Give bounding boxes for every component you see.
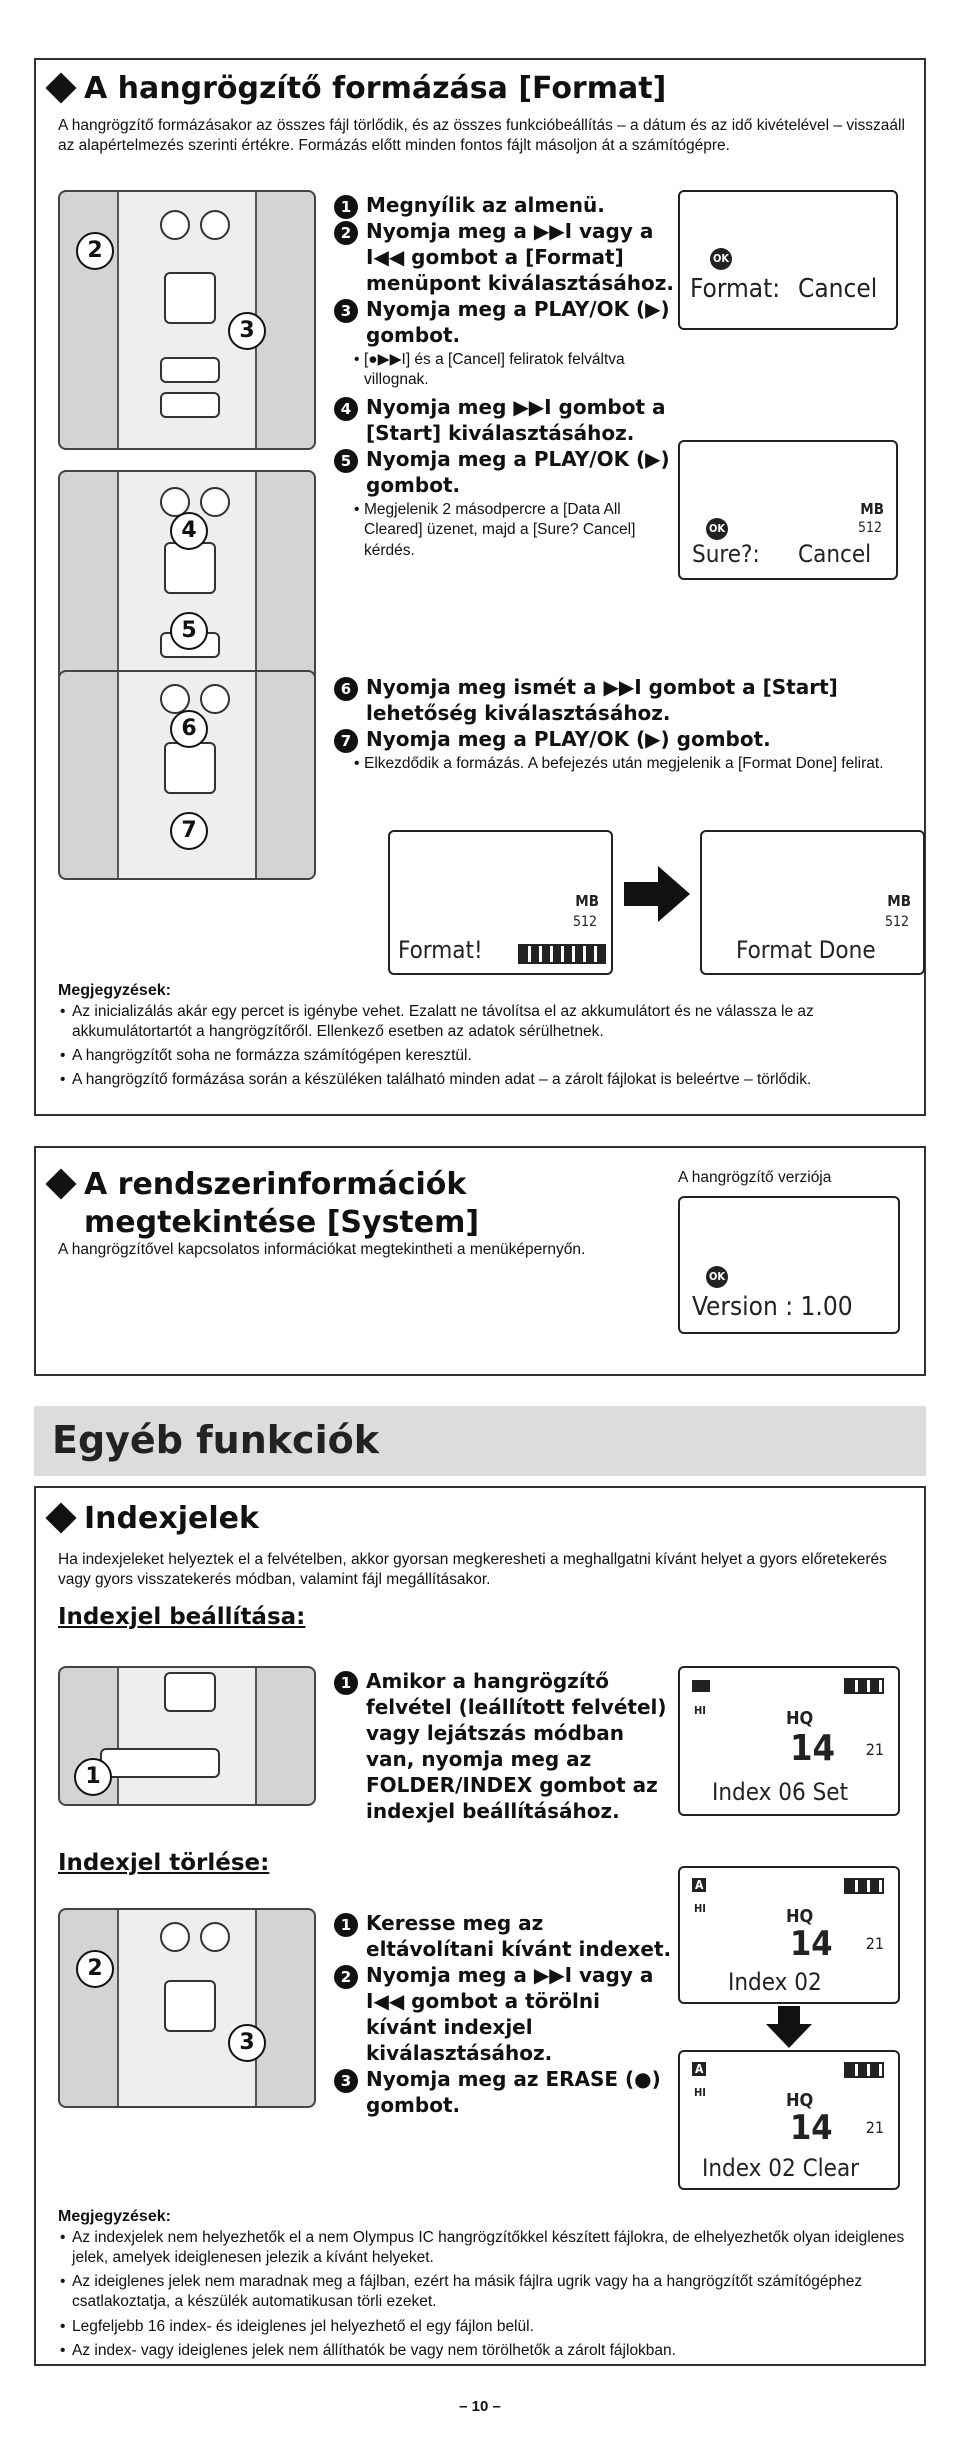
callout-6: 6 [170, 710, 208, 748]
lcd-version: OK Version : 1.00 [678, 1196, 900, 1334]
bullet-3: • [●▶▶I] és a [Cancel] feliratok felváltva villognak. [334, 350, 674, 390]
battery-icon [844, 2062, 884, 2078]
callout-2: 2 [76, 1950, 114, 1988]
battery-icon [844, 1878, 884, 1894]
bullet-5: • Megjelenik 2 másodpercre a [Data All Cleared] üzenet, majd a [Sure? Cancel] kérdés. [334, 500, 674, 560]
index-set-steps [334, 1668, 674, 1824]
arrow-down-icon [766, 2006, 812, 2048]
index-delete-steps [334, 1910, 674, 2118]
section-banner: Egyéb funkciók [34, 1406, 926, 1476]
callout-3: 3 [228, 2024, 266, 2062]
format-section [34, 58, 926, 1116]
page-number: – 10 – [459, 2398, 501, 2415]
step-5: 5 Nyomja meg a PLAY/OK (▶) gombot. [334, 446, 674, 498]
callout-2: 2 [76, 232, 114, 270]
callout-4: 4 [170, 512, 208, 550]
battery-icon [844, 1678, 884, 1694]
folder-icon [692, 1680, 710, 1692]
diamond-icon [45, 1168, 76, 1199]
system-title: A rendszerinformációk megtekintése [System] [44, 1166, 479, 1241]
lcd-index-02: A HI HQ 14 21 Index 02 [678, 1866, 900, 2004]
index-section [34, 1486, 926, 2366]
ok-icon: OK [706, 1266, 728, 1288]
callout-5: 5 [170, 612, 208, 650]
folder-icon: A [692, 2062, 706, 2076]
arrow-right-icon [624, 866, 690, 922]
system-caption: A hangrögzítő verziója [678, 1169, 832, 1186]
step-6: 6 Nyomja meg ismét a ▶▶I gombot a [Start] lehetőség kiválasztásához. [334, 674, 894, 726]
format-title: A hangrögzítő formázása [Format] [44, 70, 666, 108]
ok-icon: OK [710, 248, 732, 270]
mic-sensitivity: HI [694, 1902, 706, 1915]
format-steps-a [334, 192, 674, 565]
callout-1: 1 [74, 1758, 112, 1796]
lcd-index-set: HI HQ 14 21 Index 06 Set [678, 1666, 900, 1816]
diamond-icon [45, 1502, 76, 1533]
set-step-1: 1 Amikor a hangrögzítő felvétel (leállított felvétel) vagy lejátszás módban van, nyomja meg az FOLDER/INDEX gombot az indexjel beállításához. [334, 1668, 674, 1824]
mic-sensitivity: HI [694, 2086, 706, 2099]
del-step-1: 1 Keresse meg az eltávolítani kívánt indexet. [334, 1910, 674, 1962]
recorder-illustration-1 [58, 190, 316, 450]
lcd-index-clear: A HI HQ 14 21 Index 02 Clear [678, 2050, 900, 2190]
lcd-format-done: MB 512 Format Done [700, 830, 925, 975]
progress-bar [518, 944, 606, 964]
format-steps-b [334, 674, 894, 778]
step-4: 4 Nyomja meg ▶▶I gombot a [Start] kiválasztásához. [334, 394, 674, 446]
step-2: 2 Nyomja meg a ▶▶I vagy a I◀◀ gombot a [Format] menüpont kiválasztásához. [334, 218, 674, 296]
lcd-formatting: MB 512 Format! [388, 830, 613, 975]
index-intro: Ha indexjeleket helyeztek el a felvételben, akkor gyorsan megkeresheti a meghallgatni kívánt helyet a gyors előretekerés vagy gyors visszatekerés módban, valamint fájl megállításakor. [58, 1551, 887, 1589]
mic-sensitivity: HI [694, 1704, 706, 1717]
step-7: 7 Nyomja meg a PLAY/OK (▶) gombot. [334, 726, 894, 752]
recorder-illustration-3 [58, 670, 316, 880]
del-step-2: 2 Nyomja meg a ▶▶I vagy a I◀◀ gombot a törölni kívánt indexjel kiválasztásához. [334, 1962, 674, 2066]
lcd-sure-cancel: MB 512 OK Sure?: Cancel [678, 440, 898, 580]
diamond-icon [45, 72, 76, 103]
index-set-title: Indexjel beállítása: [58, 1604, 306, 1630]
del-step-3: 3 Nyomja meg az ERASE (●) gombot. [334, 2066, 674, 2118]
step-3: 3 Nyomja meg a PLAY/OK (▶) gombot. [334, 296, 674, 348]
recorder-illustration-5 [58, 1908, 316, 2108]
index-title: Indexjelek [44, 1500, 259, 1538]
folder-icon: A [692, 1878, 706, 1892]
callout-7: 7 [170, 812, 208, 850]
format-intro: A hangrögzítő formázásakor az összes fájl törlődik, és az összes funkcióbeállítás – a dátum és az idő kivételével – visszaáll az alapértelmezés szerinti értékre. Formázás előtt minden fontos fájlt másoljon át a számítógépre. [58, 117, 905, 155]
lcd-format-cancel: OK Format: Cancel [678, 190, 898, 330]
index-notes: Megjegyzések: • Az indexjelek nem helyezhetők el a nem Olympus IC hangrögzítőkkel készített fájlokra, de elhelyezhetők olyan ideiglenes jelek, amelyek ideiglenesen jelezik a kívánt helyeket. • Az ideiglenes jelek nem maradnak meg a fájlban, ezért ha másik fájlra ugrik vagy ha a hangrögzítőt számítógéphez csatlakoztatja, a készülék automatikusan törli ezeket. • Legfeljebb 16 index- és ideiglenes jel helyezhető el egy fájlon belül. • Az index- vagy ideiglenes jelek nem állíthatók be vagy nem törölhetők a zárolt fájlokban. [58, 2208, 908, 2365]
system-intro: A hangrögzítővel kapcsolatos információkat megtekintheti a menüképernyőn. [58, 1241, 586, 1258]
format-notes: Megjegyzések: • Az inicializálás akár egy percet is igénybe vehet. Ezalatt ne távolítsa el az akkumulátort és ne válassza le az akkumulátortartót a hangrögzítőről. Ellenkező esetben az adatok sérülhetnek. • A hangrögzítőt soha ne formázza számítógépen keresztül. • A hangrögzítő formázása során a készüléken található minden adat – a zárolt fájlokat is beleértve – törlődik. [58, 982, 908, 1095]
callout-3: 3 [228, 312, 266, 350]
recorder-illustration-4 [58, 1666, 316, 1806]
index-delete-title: Indexjel törlése: [58, 1850, 270, 1876]
ok-icon: OK [706, 518, 728, 540]
step-1: 1 Megnyílik az almenü. [334, 192, 674, 218]
system-section [34, 1146, 926, 1376]
bullet-7: • Elkezdődik a formázás. A befejezés után megjelenik a [Format Done] felirat. [334, 754, 894, 774]
